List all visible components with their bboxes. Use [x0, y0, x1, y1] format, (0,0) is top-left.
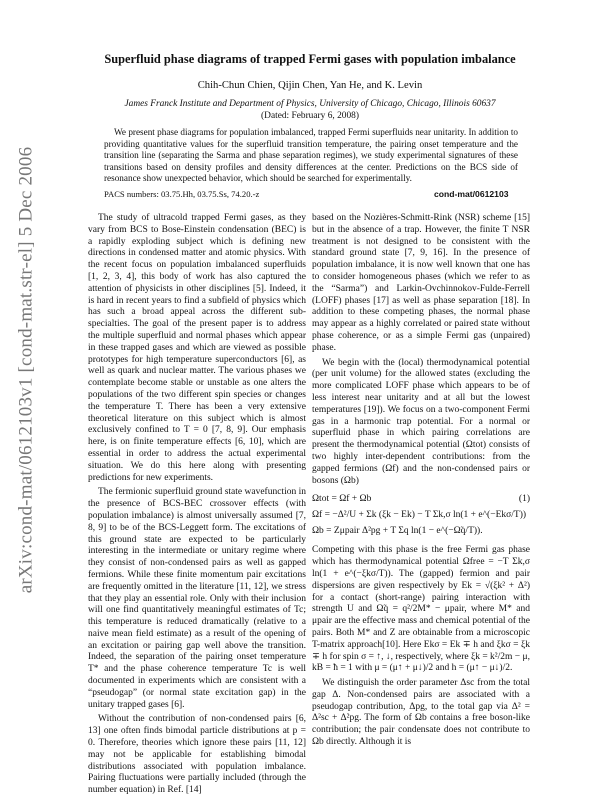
- affiliation: James Franck Institute and Department of Physics, University of Chicago, Chicago, Illinois 60637: [124, 99, 496, 109]
- body-paragraph: The study of ultracold trapped Fermi gases, as they vary from BCS to Bose-Einstein condensation (BEC) is a rapidly exploding subject which is defining new directions in condensed matter and atomic physics. With the recent focus on population imbalanced superfluids [1, 2, 3, 4], this body of work has also captured the attention of physicists in other disciplines [5]. Indeed, it is hard in recent years to find a subfield of physics which has such a broad appeal across the different sub-specialties. The goal of the present paper is to address the multiple superfluid and normal phases which appear in these trapped gases and which are viewed as possible prototypes for high temperature superconductors [6], as well as quark and nuclear matter. The various phases we contemplate become stable or unstable as one alters the populations of the two different spin species or changes the temperature T. There has been a very extensive theoretical literature on this subject which is almost exclusively confined to T = 0 [7, 8, 9]. Our emphasis here, is on finite temperature effects [6, 10], which are essential in order to address the actual experimental situation. We do this here along with presenting predictions for new experiments.: [88, 213, 306, 483]
- body-paragraph: Competing with this phase is the free Fermi gas phase which has thermodynamical potential Ωfree = −T Σk,σ ln(1 + e^(−ξkσ/T)). The (gapped) fermion and pair dispersions are given respectively by Ek = √(ξk² + Δ²) for a contact (short-range) pairing interaction with strength U and Ω̃q = q²/2M* − μpair, where M* and μpair are the effective mass and chemical potential of the pairs. Both M* and Z are obtainable from a microscopic T-matrix approach[10]. Here Ekσ = Ek ∓ h and ξkσ = ξk ∓ h for spin σ = ↑, ↓, respectively, where ξk = k²/2m − μ, kB = ħ = 1 with μ = (μ↑ + μ↓)/2 and h = (μ↑ − μ↓)/2.: [312, 545, 531, 674]
- arxiv-identifier: arXiv:cond-mat/0612103v1 [cond-mat.str-el] 5 Dec 2006: [15, 146, 37, 594]
- paper-title: Superfluid phase diagrams of trapped Fermi gases with population imbalance: [104, 52, 516, 66]
- arxiv-sidebar-stamp: [6, 140, 46, 600]
- abstract: We present phase diagrams for population imbalanced, trapped Fermi superfluids near unitarity. In addition to providing quantitative values for the superfluid transition temperature, the pairing onset temperature and the transition line (separating the Sarma and phase separation regimes), we study experimental signatures of these transitions based on density profiles and density differences at the center. Predictions on the BCS side of resonance show unexpected behavior, which should be searched for experimentally.: [104, 127, 518, 183]
- left-column: [88, 213, 306, 800]
- author-list: Chih-Chun Chien, Qijin Chen, Yan He, and K. Levin: [197, 80, 423, 91]
- body-paragraph: based on the Nozières-Schmitt-Rink (NSR) scheme [15] but in the absence of a trap. However, the finite T NSR treatment is not designed to be consistent with the standard ground state [7, 9, 16]. In the presence of population imbalance, it is now well known that one has to consider homogeneous phases (which we refer to as the “Sarma”) and Larkin-Ovchinnokov-Fulde-Ferrell (LOFF) phases [17] as well as phase separation [18]. In addition to these competing phases, the normal phase may appear as a highly correlated or paired state without phase coherence, or as a simple Fermi gas (unpaired) phase.: [312, 213, 530, 353]
- date-line: (Dated: February 6, 2008): [261, 111, 359, 121]
- body-paragraph: We begin with the (local) thermodynamical potential (per unit volume) for the allowed states (excluding the more complicated LOFF phase which appears to be of less interest near unitarity and at all but the lowest temperatures [19]). We focus on a two-component Fermi gas in a harmonic trap potential. For a normal or superfluid phase in which pairing correlations are present the thermodynamical potential (Ωtot) consists of two highly inter-dependent contributions: from the gapped fermions (Ωf) and the non-condensed pairs or bosons (Ωb): [312, 357, 530, 486]
- equation-block: [312, 491, 530, 539]
- report-number: cond-mat/0612103: [434, 189, 509, 199]
- equation-number: (1): [518, 494, 530, 505]
- equation-line: Ωf = −Δ²/U + Σk (ξk − Ek) − T Σk,σ ln(1 + e^(−Ekσ/T)): [312, 510, 527, 521]
- body-paragraph: Without the contribution of non-condensed pairs [6, 13] one often finds bimodal particle distributions at p = 0. Therefore, theories which ignore these pairs [11, 12] may not be applicable for establishing bimodal distributions associated with population imbalance. Pairing fluctuations were partially included (through the number equation) in Ref. [14]: [88, 714, 306, 796]
- right-column: [312, 213, 530, 752]
- equation-line: Ωb = Zμpair Δ²pg + T Σq ln(1 − e^(−Ω̃q/T)).: [312, 526, 483, 537]
- pacs-numbers: PACS numbers: 03.75.Hh, 03.75.Ss, 74.20.-z: [104, 189, 260, 199]
- body-paragraph: We distinguish the order parameter Δsc from the total gap Δ. Non-condensed pairs are associated with a pseudogap contribution, Δpg, to the total gap via Δ² = Δ²sc + Δ²pg. The form of Ωb contains a free boson-like contribution; the pair condensate does not contribute to Ωb directly. Although it is: [312, 678, 530, 748]
- body-paragraph: The fermionic superfluid ground state wavefunction in the presence of BCS-BEC crossover effects (with population imbalance) is almost universally assumed [7, 8, 9] to be of the BCS-Leggett form. The excitations of this ground state are expected to be particularly interesting in the intermediate or unitary regime where they consist of non-condensed pairs as well as gapped fermions. While these finite momentum pair excitations are frequently omitted in the literature [11, 12], we stress that they play an essential role. Only with their inclusion will one find quantitatively meaningful estimates of Tc; this temperature is reduced dramatically (relative to a naive mean field estimate) as a result of the opening of an excitation or pairing gap well above the transition. Indeed, the separation of the pairing onset temperature T* and the phase coherence temperature Tc is well documented in experiments which are consistent with a “pseudogap” (or normal state excitation gap) in the unitary trapped gases [6].: [88, 487, 306, 710]
- equation-line: Ωtot = Ωf + Ωb: [312, 494, 372, 505]
